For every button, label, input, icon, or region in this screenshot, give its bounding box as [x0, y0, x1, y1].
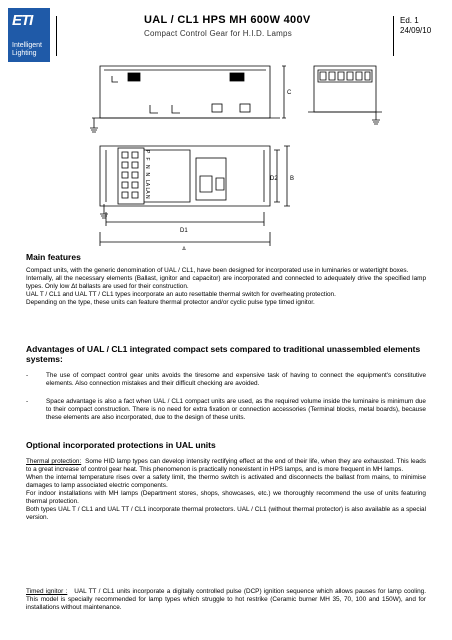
paragraph: UAL T / CL1 and UAL TT / CL1 types incorporate an auto resettable thermal switch for overheating protection. [26, 291, 336, 298]
optional-heading: Optional incorporated protections in UAL units [26, 440, 216, 450]
terminal-label: N [144, 165, 150, 169]
terminal-labels [144, 150, 150, 199]
dim-label-d2: D2 [270, 176, 278, 182]
logo-tagline: Intelligent Lighting [12, 42, 42, 57]
main-features-text [26, 267, 426, 307]
paragraph: Internally, all the necessary elements (Ballast, ignitor and capacitor) are incorporated and connected to adequately drive the specified lamp types. Only low Δt ballasts are used for their construction. [26, 275, 426, 290]
timed-ignitor-text: Timed ignitor : UAL TT / CL1 units incorporate a digitally controlled pulse (DCP) ignition sequence which allows pauses for lamp cooling. This model is specially recommended for lamp types which struggle to hot restrike (Ceramic burner MH 35, 70, 100 and 150W), and for installations without maintenance. [26, 588, 426, 611]
advantages-heading: Advantages of UAL / CL1 integrated compact sets compared to traditional unassembled elements systems: [26, 344, 421, 364]
dim-label-b: B [290, 176, 295, 182]
paragraph: When the internal temperature rises over a safety limit, the thermo switch is activated and disconnects the ballast from mains, to minimise damages to lamp associated electric components. [26, 474, 426, 489]
document-title: UAL / CL1 HPS MH 600W 400V [144, 14, 311, 26]
dim-label-a: A [182, 247, 187, 250]
thermal-protection-label: Thermal protection: [26, 458, 82, 465]
logo-mark: ETI [12, 12, 33, 29]
list-item: - The use of compact control gear units avoids the tiresome and expensive task of having to connect the equipment's constitutive elements. Also connection mistakes and their difficult checking are avoided. [26, 372, 426, 387]
edition-number: Ed. 1 [400, 16, 419, 25]
dim-label-c: C [287, 90, 292, 96]
technical-drawing [0, 60, 452, 250]
document-subtitle: Compact Control Gear for H.I.D. Lamps [144, 29, 292, 38]
dim-label-d1: D1 [180, 228, 188, 234]
advantage-text-1: The use of compact control gear units avoids the tiresome and expensive task of having to connect the equipment's constitutive elements. Also connection mistakes and their difficult checking are avoided. [46, 372, 426, 387]
paragraph: Depending on the type, these units can feature thermal protector and/or cyclic pulse type timed ignitor. [26, 299, 315, 306]
list-item: - Space advantage is also a fact when UAL / CL1 compact units are used, as the required volume inside the luminaire is minimum due to their compact construction. There is no need for extra fixation or connection accessories (Terminal blocks, metal boards), because these elements are also incorporated, due to the design of these units. [26, 398, 426, 421]
paragraph: For indoor installations with MH lamps (Department stores, shops, showcases, etc.) we thoroughly recommend the use of units featuring thermal protection. [26, 490, 426, 505]
terminal-label: LA [144, 187, 150, 194]
terminal-label: LA [144, 180, 150, 187]
terminal-label: P [144, 150, 150, 154]
advantage-text-2: Space advantage is also a fact when UAL / CL1 compact units are used, as the required volume inside the luminaire is minimum due to their compact construction. There is no need for extra fixation or connection accessories (Terminal blocks, metal boards), because these elements are also incorporated, due to the design of these units. [46, 398, 426, 421]
side-view-body [100, 66, 270, 118]
thermal-protection-text: Thermal protection: Some HID lamp types can develop intensity rectifying effect at the end of their life, when they are exhausted. This leads to a great increase of control gear heat. This phenomenon is practically nonexistent in HPS lamps, and is more frequent in MH lamps. When the internal temperature rises over a safety limit, the thermo switch is activated and disconnects the ballast from mains, to minimise damages to lamp associated electric components. For indoor installations with MH lamps (Department stores, shops, showcases, etc.) we thoroughly recommend the use of units featuring thermal protection. Both types UAL T / CL1 and UAL TT / CL1 incorporate thermal protectors. UAL / CL1 (without thermal protector) is also available as a special version. [26, 458, 426, 521]
edition-date: 24/09/10 [400, 26, 432, 35]
timed-ignitor-label: Timed ignitor : [26, 588, 68, 595]
paragraph: Both types UAL T / CL1 and UAL TT / CL1 incorporate thermal protectors. UAL / CL1 (without thermal protector) is also available as a special version. [26, 506, 426, 521]
top-view-body [100, 146, 270, 206]
end-view-body [314, 66, 376, 112]
main-features-heading: Main features [26, 252, 81, 262]
company-logo [8, 8, 50, 62]
terminal-label: N [144, 172, 150, 177]
terminal-label: F [144, 157, 150, 161]
edition-info [400, 16, 431, 36]
paragraph: Compact units, with the generic denomination of UAL / CL1, have been designed for incorporated use in luminaries or watertight boxes. [26, 267, 409, 274]
terminal-label: N [144, 195, 150, 199]
